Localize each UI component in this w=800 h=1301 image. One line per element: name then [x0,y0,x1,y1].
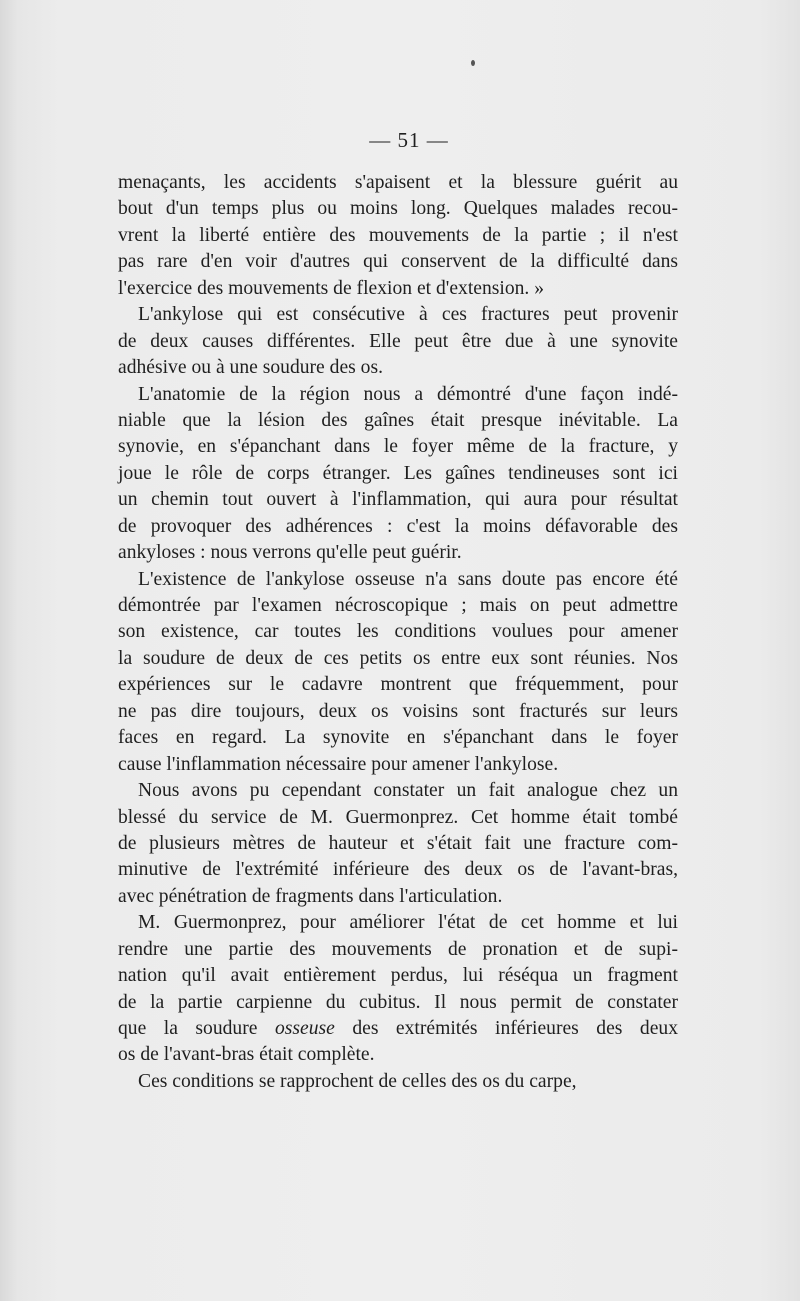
text-line: joue le rôle de corps étranger. Les gaînes tendineuses sont ici [118,462,678,484]
text-line: L'anatomie de la région nous a démontré d'une façon indé- [138,383,678,405]
text-line: la soudure de deux de ces petits os entre eux sont réunies. Nos [118,647,678,669]
text-line: son existence, car toutes les conditions voulues pour amener [118,621,678,643]
ink-speck [471,60,475,66]
text-line: niable que la lésion des gaînes était presque inévitable. La [118,409,678,431]
text-line: synovie, en s'épanchant dans le foyer même de la fracture, y [118,436,678,458]
text-line: Nous avons pu cependant constater un fait analogue chez un [138,780,678,802]
text-line: os de l'avant-bras était complète. [118,1044,375,1066]
text-line: faces en regard. La synovite en s'épanchant dans le foyer [118,727,678,749]
text-line: Ces conditions se rapprochent de celles des os du carpe, [138,1070,577,1092]
text-line: expériences sur le cadavre montrent que fréquemment, pour [118,674,678,696]
text-fragment: des extrémités inférieures des deux [334,1018,678,1039]
text-line: rendre une partie des mouvements de pronation et de supi- [118,938,678,960]
text-line: démontrée par l'examen nécroscopique ; mais on peut admettre [118,595,678,616]
text-line: vrent la liberté entière des mouvements de la partie ; il n'est [118,224,678,246]
text-line: l'exercice des mouvements de flexion et d'extension. » [118,277,545,299]
text-line: L'existence de l'ankylose osseuse n'a sans doute pas encore été [138,568,678,590]
text-line: un chemin tout ouvert à l'inflammation, qui aura pour résultat [118,489,678,511]
text-line: ankyloses : nous verrons qu'elle peut guérir. [118,542,462,564]
text-line: bout d'un temps plus ou moins long. Quelques malades recou- [118,198,678,220]
text-line: de deux causes différentes. Elle peut être due à une synovite [118,330,678,352]
text-line: avec pénétration de fragments dans l'articulation. [118,885,503,907]
text-line: L'ankylose qui est consécutive à ces fractures peut provenir [138,304,678,326]
body-text [118,170,678,1095]
text-line: ne pas dire toujours, deux os voisins sont fracturés sur leurs [118,700,678,722]
text-line: de plusieurs mètres de hauteur et s'était fait une fracture com- [118,832,678,854]
text-line [118,1016,678,1042]
text-line: pas rare d'en voir d'autres qui conservent de la difficulté dans [118,251,678,273]
text-line: menaçants, les accidents s'apaisent et la blessure guérit au [118,172,678,193]
text-line: cause l'inflammation nécessaire pour amener l'ankylose. [118,753,559,775]
text-line: M. Guermonprez, pour améliorer l'état de cet homme et lui [138,912,678,934]
text-fragment: que la soudure [118,1018,275,1039]
text-line: minutive de l'extrémité inférieure des deux os de l'avant-bras, [118,859,678,881]
page-number: — 51 — [369,128,449,152]
text-line: de la partie carpienne du cubitus. Il nous permit de constater [118,991,678,1013]
text-line: blessé du service de M. Guermonprez. Cet homme était tombé [118,806,678,828]
italic-word: osseuse [274,1018,335,1039]
text-line: de provoquer des adhérences : c'est la moins défavorable des [118,515,678,537]
text-line: nation qu'il avait entièrement perdus, lui réséqua un fragment [118,965,678,987]
text-line: adhésive ou à une soudure des os. [118,357,383,379]
